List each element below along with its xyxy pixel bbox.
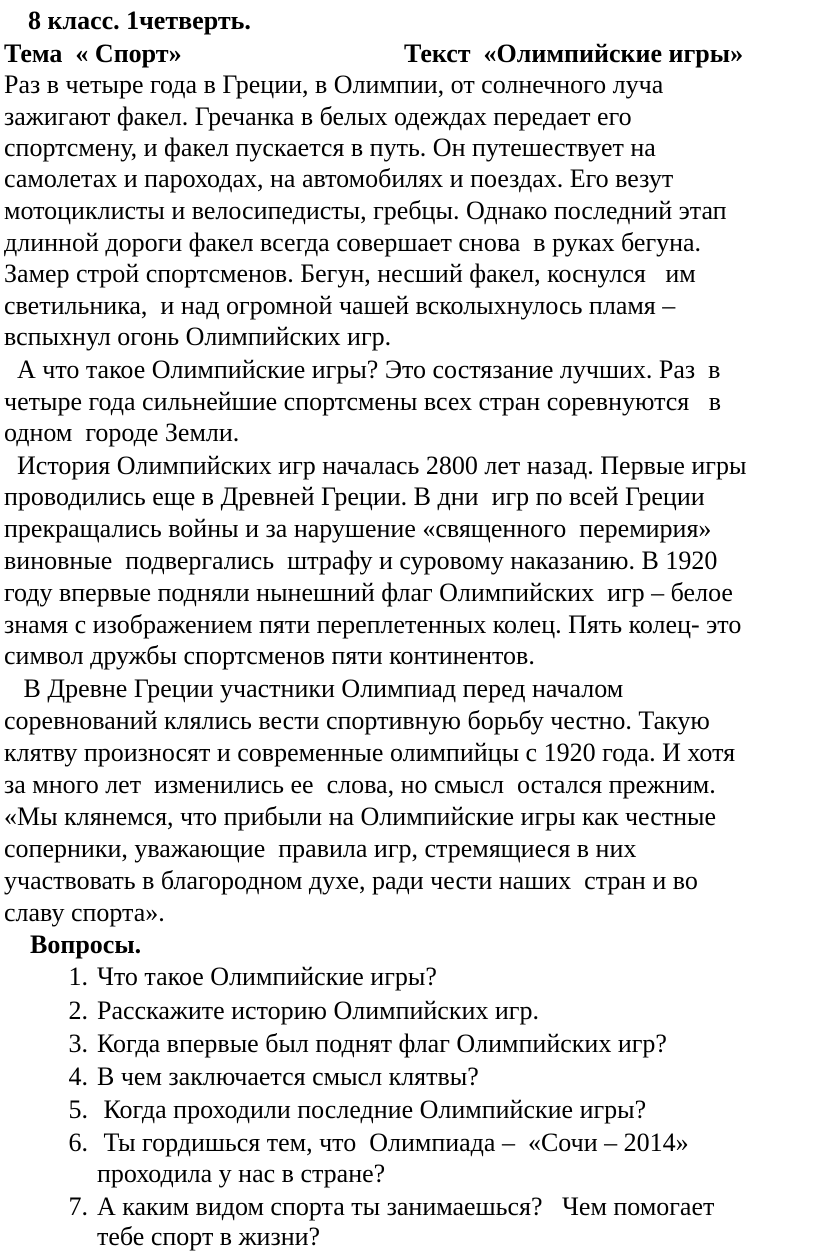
text-line: светильника, и над огромной чашей всколыхнулось пламя – [4, 291, 676, 320]
text-line: «Мы клянемся, что прибыли на Олимпийские игры как честные [4, 802, 717, 831]
text-line: Замер строй спортсменов. Бегун, несший факел, коснулся им [4, 259, 696, 288]
text-line: соревнований клялись вести спортивную борьбу честно. Такую [4, 706, 710, 735]
text-line: участвовать в благородном духе, ради чести наших стран и во [4, 866, 698, 895]
list-item-text: Когда впервые был поднят флаг Олимпийских игр? [97, 1029, 667, 1058]
list-item-number: 1. [68, 962, 88, 991]
list-item-text: Когда проходили последние Олимпийские игры? [97, 1095, 647, 1124]
text-line: В Древне Греции участники Олимпиад перед началом [4, 674, 624, 703]
text-line: самолетах и пароходах, на автомобилях и поездах. Его везут [4, 164, 674, 193]
text-line: А что такое Олимпийские игры? Это состязание лучших. Раз в [4, 355, 721, 384]
list-item-text: Что такое Олимпийские игры? [97, 962, 437, 991]
list-item-text: тебе спорт в жизни? [97, 1222, 321, 1251]
text-line: знамя с изображением пяти переплетенных колец. Пять колец- это [4, 610, 742, 639]
text-line: клятву произносят и современные олимпийцы с 1920 года. И хотя [4, 738, 736, 767]
list-item-number: 3. [68, 1029, 88, 1058]
text-line: символ дружбы спортсменов пяти континентов. [4, 641, 535, 670]
text-line: соперники, уважающие правила игр, стремящиеся в них [4, 834, 637, 863]
text-line: четыре года сильнейшие спортсмены всех стран соревнуются в [4, 387, 722, 416]
list-item-number: 6. [68, 1128, 88, 1157]
text-line: одном городе Земли. [4, 418, 240, 447]
text-line: за много лет изменились ее слова, но смысл остался прежним. [4, 770, 716, 799]
text-line: Раз в четыре года в Греции, в Олимпии, от солнечного луча [4, 70, 664, 99]
text-line: славу спорта». [4, 898, 165, 927]
list-item-number: 2. [68, 996, 88, 1025]
list-item-number: 7. [68, 1192, 88, 1221]
text-line: История Олимпийских игр началась 2800 лет назад. Первые игры [4, 451, 747, 480]
text-line: виновные подвергались штрафу и суровому наказанию. В 1920 [4, 546, 718, 575]
text-line: мотоциклисты и велосипедисты, гребцы. Однако последний этап [4, 196, 727, 225]
list-item-number: 4. [68, 1062, 88, 1091]
list-item-text: Расскажите историю Олимпийских игр. [97, 996, 539, 1025]
list-item-text: А каким видом спорта ты занимаешься? Чем помогает [97, 1192, 715, 1221]
questions-heading: Вопросы. [30, 930, 142, 959]
text-line: году впервые подняли нынешний флаг Олимпийских игр – белое [4, 578, 733, 607]
text-title: Текст «Олимпийские игры» [404, 39, 744, 68]
list-item-number: 5. [68, 1095, 88, 1124]
list-item-text: проходила у нас в стране? [97, 1159, 386, 1188]
grade-heading: 8 класс. 1четверть. [28, 6, 251, 35]
text-line: зажигают факел. Гречанка в белых одеждах передает его [4, 102, 632, 131]
list-item-text: В чем заключается смысл клятвы? [97, 1062, 479, 1091]
text-line: проводились еще в Древней Греции. В дни игр по всей Греции [4, 482, 705, 511]
topic-heading: Тема « Спорт» [4, 39, 182, 68]
text-line: вспыхнул огонь Олимпийских игр. [4, 322, 392, 351]
text-line: прекращались войны и за нарушение «священного перемирия» [4, 514, 712, 543]
text-line: длинной дороги факел всегда совершает снова в руках бегуна. [4, 228, 702, 257]
list-item-text: Ты гордишься тем, что Олимпиада – «Сочи – 2014» [97, 1128, 689, 1157]
text-line: спортсмену, и факел пускается в путь. Он путешествует на [4, 133, 656, 162]
